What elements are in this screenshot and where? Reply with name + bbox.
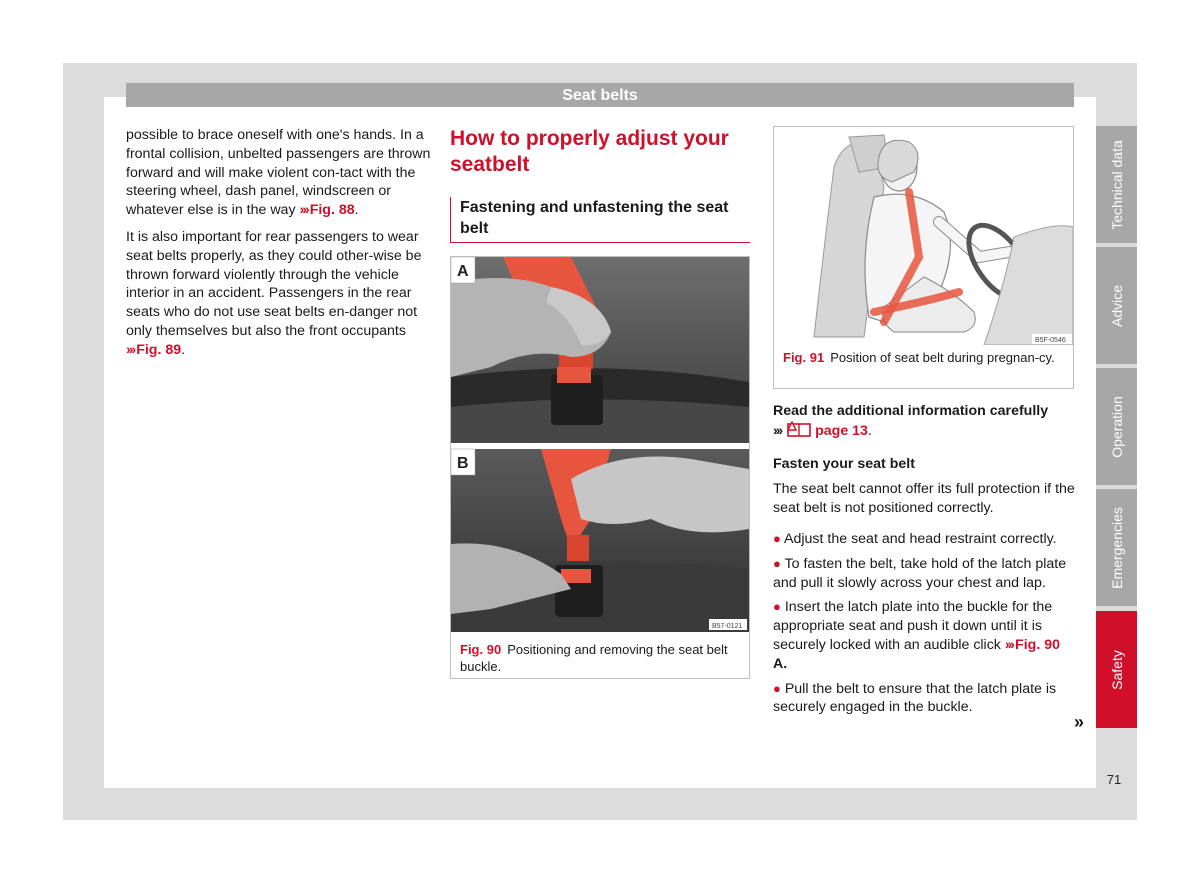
figure-90-caption-text: Positioning and removing the seat belt buckle. (460, 642, 728, 674)
tab-emergencies[interactable] (1096, 489, 1137, 606)
section-subtitle: Fastening and unfastening the seat belt (450, 197, 750, 243)
figure-91-caption-text: Position of seat belt during pregnan-cy. (830, 350, 1055, 365)
fig-90-label: Fig. 90 (1015, 636, 1060, 653)
tab-label: Safety (1108, 649, 1125, 690)
section-title: How to properly adjust your seatbelt (450, 127, 729, 176)
panel-b-label: B (457, 455, 469, 472)
fig-89-label: Fig. 89 (136, 341, 182, 358)
figure-91 (773, 126, 1074, 389)
bullet-2 (773, 555, 1078, 593)
fig-88-label: Fig. 88 (309, 202, 355, 219)
fig-89-link[interactable] (126, 342, 181, 358)
bullet-icon: ● (773, 555, 781, 571)
tab-label: Advice (1108, 284, 1125, 327)
panel-b-illustration (451, 449, 749, 632)
pregnant-driver-illustration (774, 127, 1073, 345)
tab-advice[interactable] (1096, 247, 1137, 364)
page-number: 71 (1106, 772, 1122, 787)
read-end: . (867, 422, 872, 439)
paragraph-2 (126, 228, 431, 360)
bullet-icon: ● (773, 530, 781, 546)
fasten-text: The seat belt cannot offer its full protection if the seat belt is not positioned correctly. (773, 481, 1075, 517)
fasten-heading: Fasten your seat belt (773, 455, 915, 472)
tab-operation[interactable] (1096, 368, 1137, 485)
fig-90-link[interactable] (1005, 637, 1060, 653)
figure-91-caption (783, 349, 1063, 366)
continue-arrow-icon: » (1074, 712, 1085, 732)
ref-arrows-icon: ››› (126, 341, 135, 358)
warning-book-icon (787, 421, 811, 437)
bullet-icon: ● (773, 599, 781, 615)
figure-90-label: Fig. 90 (460, 642, 502, 657)
bullet-2-text: To fasten the belt, take hold of the latch plate and pull it slowly across your chest and lap. (773, 555, 1067, 591)
bullet-3-text: Insert the latch plate into the buckle for the appropriate seat and push it down until it is securely locked with an audible click (773, 599, 1053, 653)
tab-label: Technical data (1108, 139, 1125, 230)
paragraph-2-text: It is also important for rear passengers to wear seat belts properly, as they could other-wise be thrown forward violently through the vehicle interior in an accident. Passengers in the rear seats who do not use seat belts en-danger not only themselves but also the front occupants (126, 228, 422, 339)
read-info-heading: Read the additional information carefully (773, 403, 1049, 419)
ref-arrows-icon: ››› (773, 422, 782, 439)
bullet-1 (773, 530, 1078, 549)
figure-90-caption (460, 641, 740, 675)
column-right (773, 402, 1078, 717)
header-title: Seat belts (562, 87, 638, 104)
ref-arrows-icon: ››› (299, 202, 308, 219)
tab-safety[interactable] (1096, 611, 1137, 728)
ref-arrows-icon: ››› (1004, 636, 1014, 653)
figure-91-code: B5F-0546 (1035, 337, 1066, 344)
fig-88-link[interactable] (300, 202, 355, 218)
read-info-ref[interactable] (773, 421, 1078, 441)
p1-end: . (354, 202, 359, 219)
bullet-3-end: A. (773, 655, 788, 672)
bullet-4 (773, 680, 1078, 718)
panel-a-label: A (457, 263, 469, 280)
page-13-link[interactable]: page 13 (815, 422, 868, 439)
bullet-3 (773, 598, 1078, 673)
paragraph-1-text: possible to brace oneself with one's hands. In a frontal collision, unbelted passengers are thrown forward and will make violent con-tact with the steering wheel, dash panel, windscreen or whatever else is in the way (126, 127, 431, 219)
tab-technical-data[interactable] (1096, 126, 1137, 243)
tab-label: Emergencies (1108, 506, 1125, 589)
figure-90 (450, 256, 750, 679)
column-left (126, 126, 431, 368)
panel-a-illustration (451, 257, 749, 443)
running-header (126, 83, 1074, 107)
paragraph-1 (126, 126, 431, 220)
tab-label: Operation (1108, 395, 1125, 458)
figure-91-label: Fig. 91 (783, 350, 825, 365)
figure-90-code: B57-0121 (712, 623, 743, 630)
bullet-4-text: Pull the belt to ensure that the latch plate is securely engaged in the buckle. (773, 680, 1057, 716)
p2-end: . (181, 341, 186, 358)
seat-buckle-illustration (451, 257, 749, 632)
bullet-1-text: Adjust the seat and head restraint correctly. (784, 530, 1057, 547)
bullet-icon: ● (773, 680, 781, 696)
